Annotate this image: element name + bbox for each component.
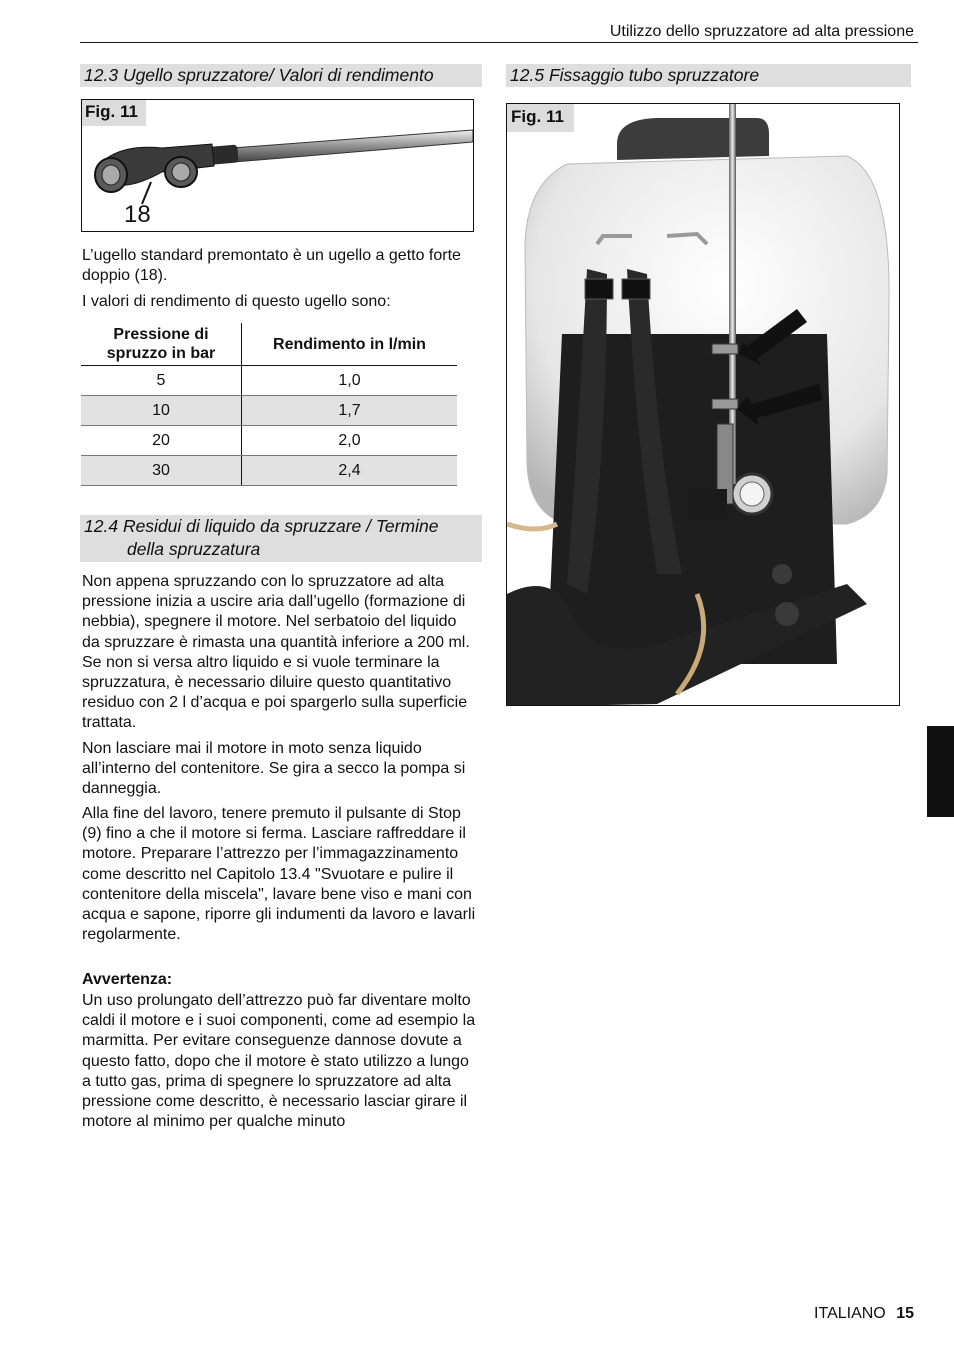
section-title-line2: della spruzzatura [127,539,261,559]
language-thumb-tab [927,726,954,817]
cell-output: 1,0 [242,366,458,396]
section-title-text: Ugello spruzzatore/ Valori di rendimento [122,65,434,85]
section-12-3-title [80,64,482,87]
paragraph-end-of-work: Alla fine del lavoro, tenere premuto il pulsante di Stop (9) fino a che il motore si ferma. Lasciare raffreddare il motore. Preparare l’attrezzo per l’immagazzinamento come descritto nel Capitolo 13.4 "Svuotare e pulire il contenitore della miscela", lavare bene viso e mani con acqua e sapone, riporre gli indumenti da lavoro e lavarli regolarmente. [82,805,476,944]
table-row [81,366,457,396]
section-12-5-title [506,64,911,87]
header-output: Rendimento in l/min [242,323,458,366]
performance-table [81,323,457,486]
cell-pressure: 10 [81,396,242,426]
section-title-text: Fissaggio tubo spruzzatore [548,65,760,85]
paragraph-dry-run: Non lasciare mai il motore in moto senza liquido all’interno del contenitore. Se gira a secco la pompa si danneggia. [82,740,466,798]
backpack-sprayer-photo [507,104,900,706]
section-12-4-title [80,515,482,562]
header-rule [80,42,918,43]
section-number: 12.5 [510,65,545,85]
warning-title: Avvertenza: [82,971,173,988]
sprayer-figure [506,103,900,706]
figure-label: Fig. 11 [507,104,574,132]
nozzle-intro: L’ugello standard premontato è un ugello a getto forte doppio (18). [82,247,461,285]
cell-output: 2,4 [242,456,458,486]
footer-language: ITALIANO [814,1305,886,1322]
paragraph-residue: Non appena spruzzando con lo spruzzatore ad alta pressione inizia a uscire aria dall’ugello (formazione di nebbia), spegnere il motore. Nel serbatoio del liquido da spruzzare è rimasta una quantità inferiore a 200 ml. Se non si versa altro liquido e si vuole terminare la spruzzatura, è necessario diluire questo quantitativo residuo con 2 l d’acqua e poi spargerlo sulla superficie trattata. [82,573,470,732]
section-number: 12.3 [84,65,119,85]
running-header: Utilizzo dello spruzzatore ad alta pressione [609,23,914,40]
table-row [81,396,457,426]
cell-pressure: 30 [81,456,242,486]
figure-label: Fig. 11 [82,100,146,126]
table-row [81,456,457,486]
cell-pressure: 5 [81,366,242,396]
nozzle-figure [81,99,474,232]
section-number: 12.4 [84,516,119,536]
nozzle-intro-2: I valori di rendimento di questo ugello sono: [82,293,391,310]
table-row [81,426,457,456]
page-footer [814,1305,914,1323]
table-header-row [81,323,457,366]
page-number: 15 [896,1305,914,1322]
cell-pressure: 20 [81,426,242,456]
callout-18: 18 [124,201,151,228]
header-pressure: Pressione di spruzzo in bar [81,323,242,366]
cell-output: 1,7 [242,396,458,426]
warning-text: Un uso prolungato dell’attrezzo può far diventare molto caldi il motore e i suoi componenti, come ad esempio la marmitta. Per evitare conseguenze dannose dovute a questo fatto, dopo che il motore è stato utilizzo a lungo a tutto gas, prima di spegnere lo spruzzatore ad alta pressione come descritto, è necessario lasciar girare il motore al minimo per qualche minuto [82,992,476,1131]
cell-output: 2,0 [242,426,458,456]
section-title-line1: Residui di liquido da spruzzare / Termine [122,516,439,536]
